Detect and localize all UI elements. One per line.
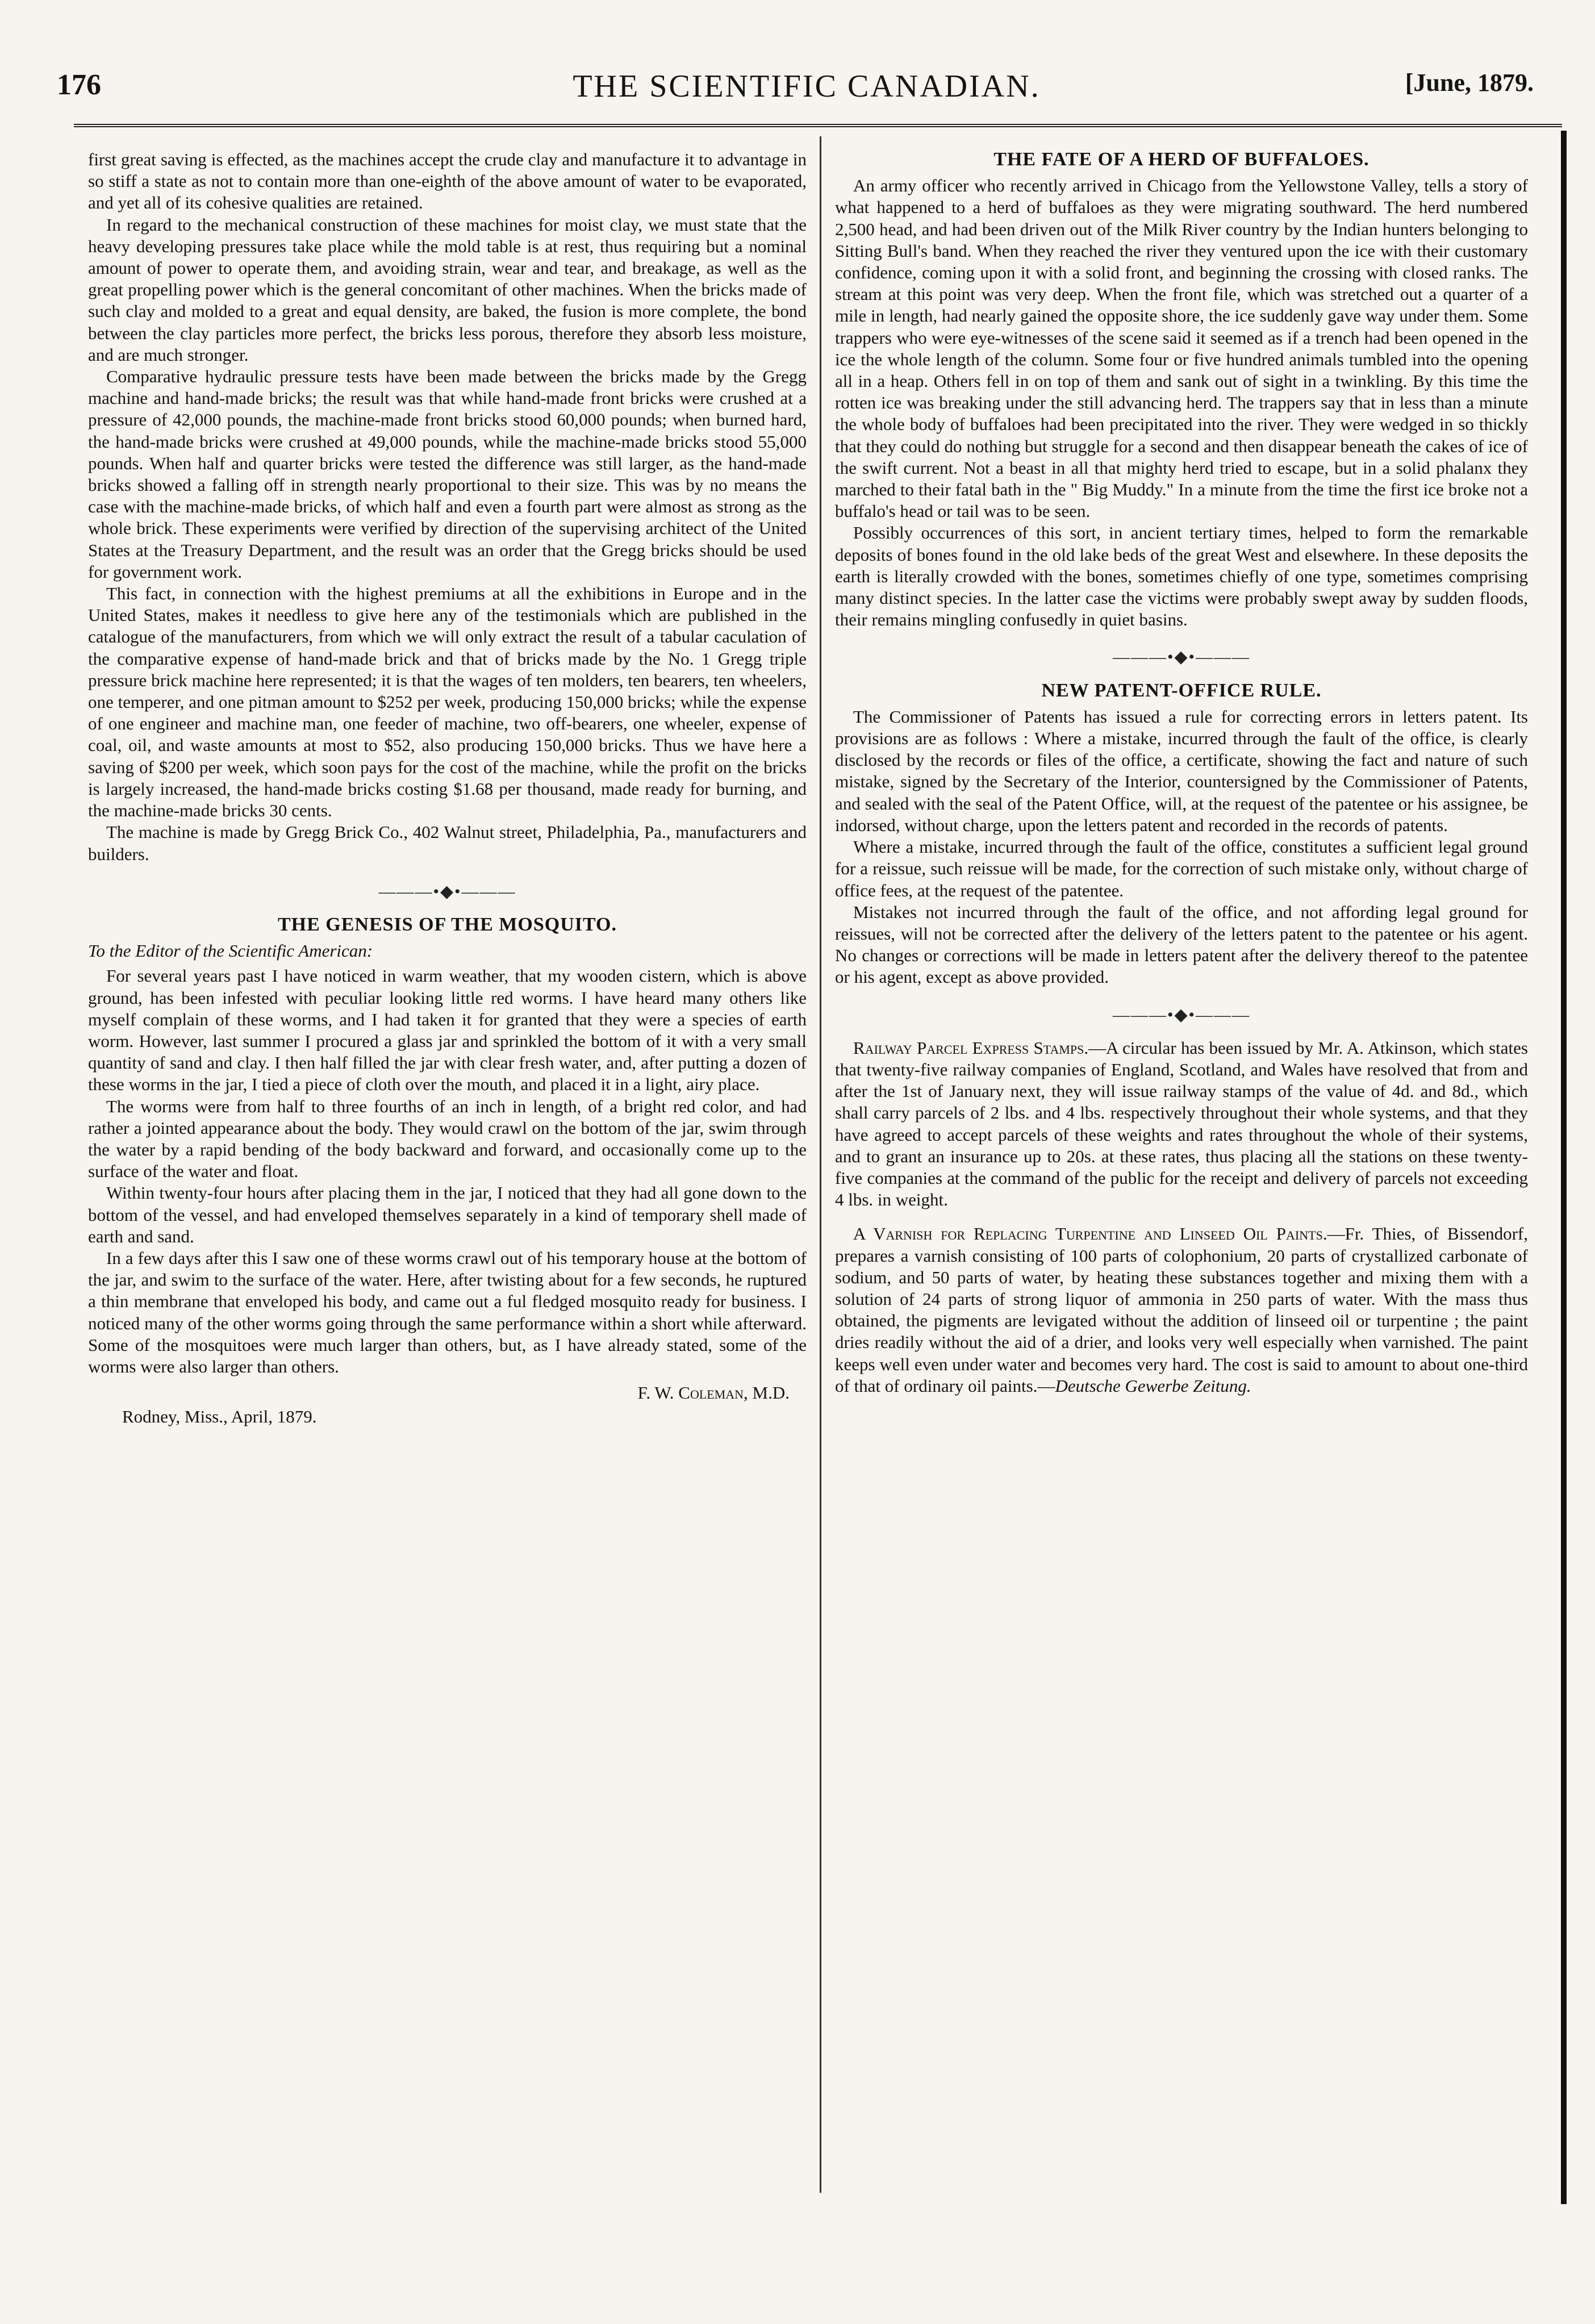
letter-salutation: To the Editor of the Scientific American: [88, 941, 373, 961]
section-divider: ———•◆•——— [1112, 1005, 1251, 1024]
article-paragraph: This fact, in connection with the highest premiums at all the exhibitions in Europe and in the United States, makes it needless to give here any of the testimonials which are published in the catalogue of the manufacturers, from which we will only extract the result of a tabular caculation of the comparative expense of hand-made brick and that of bricks made by the No. 1 Gregg triple pressure brick machine here represented; it is that the wages of ten molders, ten bearers, ten wheelers, one temperer, and one pitman amount to $252 per week, producing 150,000 bricks; while the expense of one engineer and machine man, one feeder of machine, two off-bearers, one wheeler, expense of coal, oil, and waste amounts at most to $52, also producing 150,000 bricks. Thus we have here a saving of $200 per week, which soon pays for the cost of the machine, while the profit on the bricks is largely increased, the hand-made bricks costing $1.68 per thousand, made ready for burning, and the machine-made bricks 30 cents. [88, 583, 807, 821]
dateline: Rodney, Miss., April, 1879. [122, 1407, 317, 1427]
notice-text: —A circular has been issued by Mr. A. Atkinson, which states that twenty-five railway companies of England, Scotland, and Wales have resolved that from and after the 1st of January next, they will issue railway stamps of the value of 4d. and 8d., which shall carry parcels of 2 lbs. and 4 lbs. respectively throughout their whole systems, and that they have agreed to accept parcels of these weights and rates throughout the whole of their systems, and to grant an insurance up to 20s. at these rates, thus placing all the stations on these twenty-five companies at the command of the public for the receipt and delivery of parcels not exceeding 4 lbs. in weight. [835, 1037, 1528, 1210]
article-paragraph: The machine is made by Gregg Brick Co., 402 Walnut street, Philadelphia, Pa., manufacturers and builders. [88, 822, 807, 864]
notice-source: Deutsche Gewerbe Zeitung. [1055, 1375, 1251, 1396]
article-title: THE GENESIS OF THE MOSQUITO. [277, 913, 617, 935]
article-paragraph: In regard to the mechanical construction of these machines for moist clay, we must state that the heavy developing pressures take place while the mold table is at rest, thus requiring but a nominal amount of power to operate them, and avoiding strain, wear and tear, and breakage, as well as the great propelling power which is the general concomitant of other machines. When the bricks made of such clay and molded to a great and equal density, are baked, the fusion is more complete, the bond between the clay particles more perfect, the bricks less porous, therefore they absorb less moisture, and are much stronger. [88, 214, 807, 365]
notice-paragraph [835, 1223, 1528, 1397]
article-paragraph: Possibly occurrences of this sort, in ancient tertiary times, helped to form the remarkable deposits of bones found in the old lake beds of the great West and elsewhere. In these deposits the earth is literally crowded with the bones, sometimes chiefly of one type, sometimes comprising many distinct species. In the latter case the victims were probably swept away by sudden floods, their remains mingling confusedly in quiet basins. [835, 523, 1528, 630]
article-paragraph: The worms were from half to three fourths of an inch in length, of a bright red color, and had rather a jointed appearance about the body. They would crawl on the bottom of the jar, swim through the water by a rapid bending of the body backward and forward, and occasionally come up to the surface of the water and float. [88, 1096, 807, 1182]
article-paragraph: For several years past I have noticed in warm weather, that my wooden cistern, which is above ground, has been infested with peculiar looking little red worms. I have heard many others like myself complain of these worms, and I had taken it for granted that they were a species of earth worm. However, last summer I procured a glass jar and sprinkled the bottom of it with a very small quantity of sand and clay. I then half filled the jar with clear fresh water, and, after putting a dozen of these worms in the jar, I tied a piece of cloth over the mouth, and placed it in a light, airy place. [88, 966, 807, 1095]
section-divider: ———•◆•——— [1112, 648, 1251, 667]
header-rule [74, 124, 1562, 127]
article-paragraph: first great saving is effected, as the machines accept the crude clay and manufacture it to advantage in so stiff a state as not to contain more than one-eighth of the above amount of water to be evaporated, and yet all of its cohesive qualities are retained. [88, 149, 807, 213]
page-number: 176 [57, 69, 101, 101]
notice-lead: Railway Parcel Express Stamps. [853, 1037, 1089, 1058]
section-divider: ———•◆•——— [378, 882, 516, 901]
article-paragraph: Where a mistake, incurred through the fault of the office, constitutes a sufficient legal ground for a reissue, such reissue will be made, for the correction of such mistake only, without charge of office fees, at the request of the patentee. [835, 837, 1528, 900]
article-paragraph: Comparative hydraulic pressure tests have been made between the bricks made by the Gregg machine and hand-made bricks; the result was that while hand-made front bricks were crushed at a pressure of 42,000 pounds, the machine-made front bricks stood 60,000 pounds; when burned hard, the hand-made bricks were crushed at 49,000 pounds, while the machine-made bricks stood 55,000 pounds. When half and quarter bricks were tested the difference was still larger, as the hand-made bricks showed a falling off in strength nearly proportional to their size. This was by no means the case with the machine-made bricks, of which half and even a fourth part were almost as strong as the whole brick. These experiments were verified by direction of the supervising architect of the United States at the Treasury Department, and the result was an order that the Gregg bricks should be used for government work. [88, 366, 807, 582]
article-paragraph: Within twenty-four hours after placing them in the jar, I noticed that they had all gone down to the bottom of the vessel, and had enveloped themselves separately in a kind of temporary shell made of earth and sand. [88, 1183, 807, 1246]
issue-date: [June, 1879. [1405, 69, 1534, 97]
article-paragraph: The Commissioner of Patents has issued a rule for correcting errors in letters patent. Its provisions are as follows : Where a mistake, incurred through the fault of the office, is clearly disclosed by the records or files of the office, a certificate, showing the fact and nature of such mistake, signed by the Secretary of the Interior, countersigned by the Commissioner of Patents, and sealed with the seal of the Patent Office, will, at the request of the patentee or his assignee, be indorsed, without charge, upon the letters patent and recorded in the records of patents. [835, 706, 1528, 835]
notice-lead: A Varnish for Replacing Turpentine and Linseed Oil Paints. [853, 1224, 1327, 1244]
patent-article [835, 680, 1528, 988]
author-signature: F. W. Coleman, M.D. [637, 1383, 790, 1403]
journal-title: THE SCIENTIFIC CANADIAN. [573, 69, 1041, 104]
page-frame-rule [1561, 131, 1567, 2204]
varnish-notice [835, 1223, 1528, 1397]
page-header [57, 68, 1556, 114]
notice-paragraph [835, 1037, 1528, 1211]
article-paragraph: Mistakes not incurred through the fault of the office, and not affording legal ground for reissues, will not be corrected after the delivery of the letters patent to the patentee or his agent. No changes or corrections will be made in letters patent after the delivery thereof to the patentee or his agent, except as above provided. [835, 902, 1528, 987]
left-column [88, 149, 807, 1428]
railway-notice [835, 1037, 1528, 1211]
brick-article-continued [88, 149, 807, 865]
right-column [835, 149, 1528, 1397]
buffalo-article [835, 149, 1528, 631]
article-paragraph: An army officer who recently arrived in Chicago from the Yellowstone Valley, tells a story of what happened to a herd of buffaloes as they were migrating southward. The herd numbered 2,500 head, and had been driven out of the Milk River country by the Indian hunters belonging to Sitting Bull's band. When they reached the river they ventured upon the ice with their customary confidence, coming upon it with a solid front, and beginning the crossing with closed ranks. The stream at this point was very deep. When the front file, which was stretched out a quarter of a mile in length, had nearly gained the opposite shore, the ice suddenly gave way under them. Some trappers who were eye-witnesses of the scene said it seemed as if a trench had been opened in the ice the whole length of the column. Some four or five hundred animals tumbled into the opening all in a heap. Others fell in on top of them and sank out of sight in a twinkling. By this time the rotten ice was breaking under the still advancing herd. The trappers say that in less than a minute the whole body of buffaloes had been precipitated into the river. They were wedged in so thickly that they could do nothing but struggle for a second and then disappear beneath the cakes of ice of the swift current. Not a beast in all that mighty herd tried to escape, but in a solid phalanx they marched to their fatal bath in the " Big Muddy." In a minute from the time the first ice broke not a buffalo's head or tail was to be seen. [835, 176, 1528, 521]
notice-text: —Fr. Thies, of Bissendorf, prepares a varnish consisting of 100 parts of colophonium, 20 parts of crystallized carbonate of sodium, and 50 parts of water, by heating these substances together and mixing them with a solution of 24 parts of strong liquor of ammonia in 250 parts of water. With the mass thus obtained, the pigments are levigated without the addition of linseed oil or turpentine ; the paint dries readily without the aid of a drier, and looks very well especially when varnished. The paint keeps well even under water and becomes very hard. The cost is said to amount to about one-third of that of ordinary oil paints.— [835, 1224, 1528, 1396]
article-paragraph: In a few days after this I saw one of these worms crawl out of his temporary house at the bottom of the jar, and swim to the surface of the water. Here, after twisting about for a few seconds, he ruptured a thin membrane that enveloped his body, and came out a ful fledged mosquito ready for business. I noticed many of the other worms going through the same performance within a short while afterward. Some of the mosquitoes were much larger than others, but, as I have already stated, some of the worms were also larger than others. [88, 1247, 807, 1376]
article-title: THE FATE OF A HERD OF BUFFALOES. [993, 149, 1369, 170]
column-divider [820, 136, 821, 2193]
article-title: NEW PATENT-OFFICE RULE. [1041, 679, 1322, 701]
mosquito-article [88, 914, 807, 1428]
